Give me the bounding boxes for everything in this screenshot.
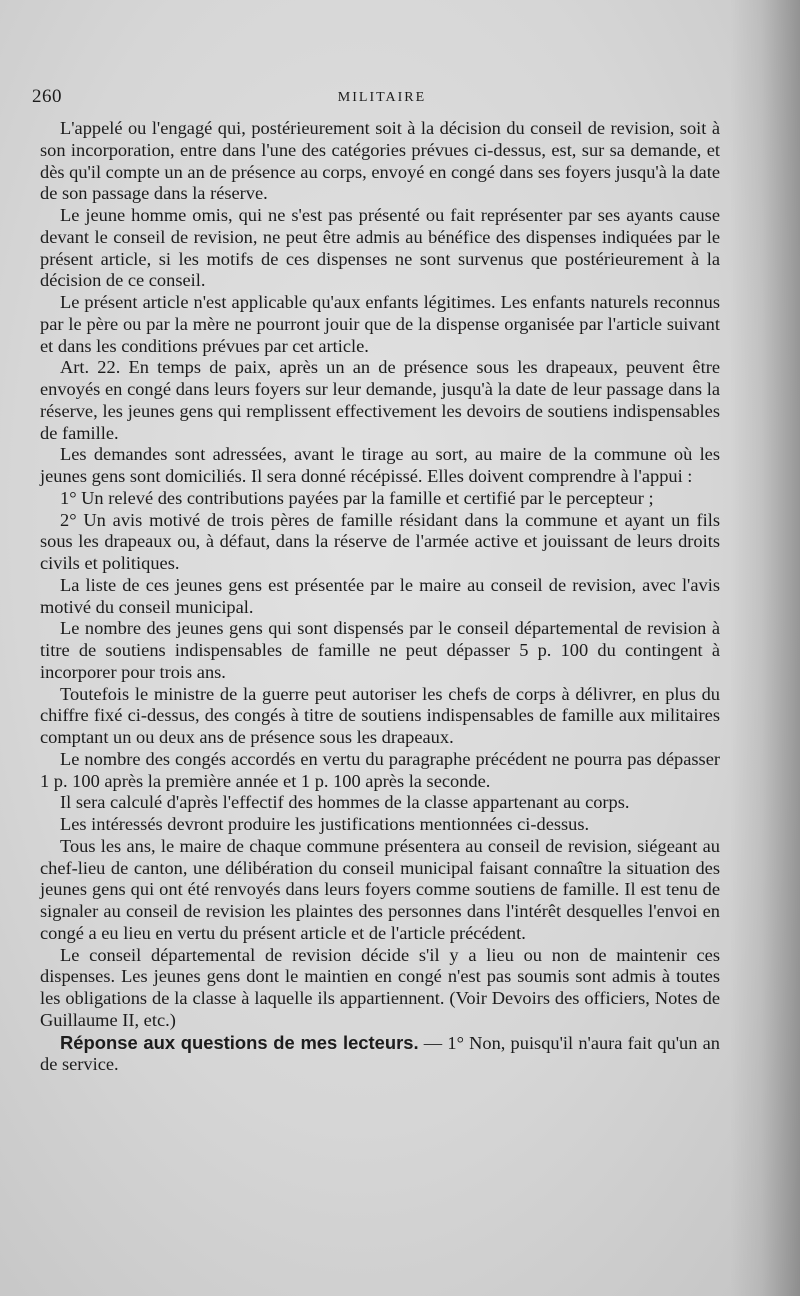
binding-shadow [730,0,800,1296]
paragraph: Tous les ans, le maire de chaque commune présentera au conseil de revision, siégeant au chef-lieu de canton, une délibération du conseil municipal faisant connaître la situation des jeunes gens qui ont été renvoyés dans leurs foyers comme soutiens de famille. Il est tenu de signaler au conseil de revision les plaintes des personnes dans l'intérêt desquelles l'envoi en congé a eu lieu en vertu du présent article et de l'article précédent. [40,835,720,943]
list-item: 1° Un relevé des contributions payées par la famille et certifié par le percepteur ; [60,487,654,508]
paragraph: Le nombre des congés accordés en vertu du paragraphe précédent ne pourra pas dépasser 1 p. 100 après la première année et 1 p. 100 après la seconde. [40,748,720,791]
reader-answer-paragraph [40,1032,720,1077]
paragraph: Il sera calculé d'après l'effectif des hommes de la classe appartenant au corps. [60,792,630,813]
paragraph: Le jeune homme omis, qui ne s'est pas présenté ou fait représenter par ses ayants cause devant le conseil de revision, ne peut être admis au bénéfice des dispenses indiquées par le présent article, si les motifs de ces dispenses ne sont survenus que postérieurement à la décision de ce conseil. [40,205,720,291]
article-22-paragraph: Art. 22. En temps de paix, après un an de présence sous les drapeaux, peuvent être envoyés en congé dans leurs foyers sur leur demande, jusqu'à la date de leur passage dans la réserve, les jeunes gens qui remplissent effectivement les devoirs de soutiens indispensables de famille. [40,357,720,443]
reader-answer-heading: Réponse aux questions de mes lecteurs. [60,1031,419,1053]
paragraph: Le nombre des jeunes gens qui sont dispensés par le conseil départemental de revision à titre de soutiens indispensables de famille ne peut dépasser 5 p. 100 du contingent à incorporer pour trois ans. [40,618,720,682]
list-item: 2° Un avis motivé de trois pères de famille résidant dans la commune et ayant un fils sous les drapeaux ou, à défaut, dans la réserve de l'armée active et jouissant de leurs droits civils et politiques. [40,509,720,573]
body-text [40,118,720,1076]
paragraph: L'appelé ou l'engagé qui, postérieurement soit à la décision du conseil de revision, soit à son incorporation, entre dans l'une des catégories prévues ci-dessus, est, sur sa demande, et dès qu'il compte un an de présence au corps, envoyé en congé dans ses foyers jusqu'à la date de son passage dans la réserve. [40,118,720,204]
page-number: 260 [32,86,62,107]
running-head: MILITAIRE [337,90,427,105]
paragraph: Le conseil départemental de revision décide s'il y a lieu ou non de maintenir ces dispenses. Les jeunes gens dont le maintien en congé n'est pas soumis sont admis à toutes les obligations de la classe à laquelle ils appartiennent. (Voir Devoirs des officiers, Notes de Guillaume II, etc.) [40,944,720,1030]
paragraph: Les intéressés devront produire les justifications mentionnées ci-dessus. [60,814,590,834]
paragraph: Toutefois le ministre de la guerre peut autoriser les chefs de corps à délivrer, en plus du chiffre fixé ci-dessus, des congés à titre de soutiens indispensables de famille aux militaires comptant un ou deux ans de présence sous les drapeaux. [40,683,720,747]
paragraph: Les demandes sont adressées, avant le tirage au sort, au maire de la commune où les jeunes gens sont domiciliés. Il sera donné récépissé. Elles doivent comprendre à l'appui : [40,444,720,486]
reader-answer-text: — 1° Non, puisqu'il n'aura fait qu'un an de service. [40,1032,720,1075]
paragraph: Le présent article n'est applicable qu'aux enfants légitimes. Les enfants naturels reconnus par le père ou par la mère ne pourront jouir que de la dispense organisée par l'article suivant et dans les conditions prévues par cet article. [40,292,720,356]
paragraph: La liste de ces jeunes gens est présentée par le maire au conseil de revision, avec l'avis motivé du conseil municipal. [40,574,720,617]
page-header [32,86,732,110]
